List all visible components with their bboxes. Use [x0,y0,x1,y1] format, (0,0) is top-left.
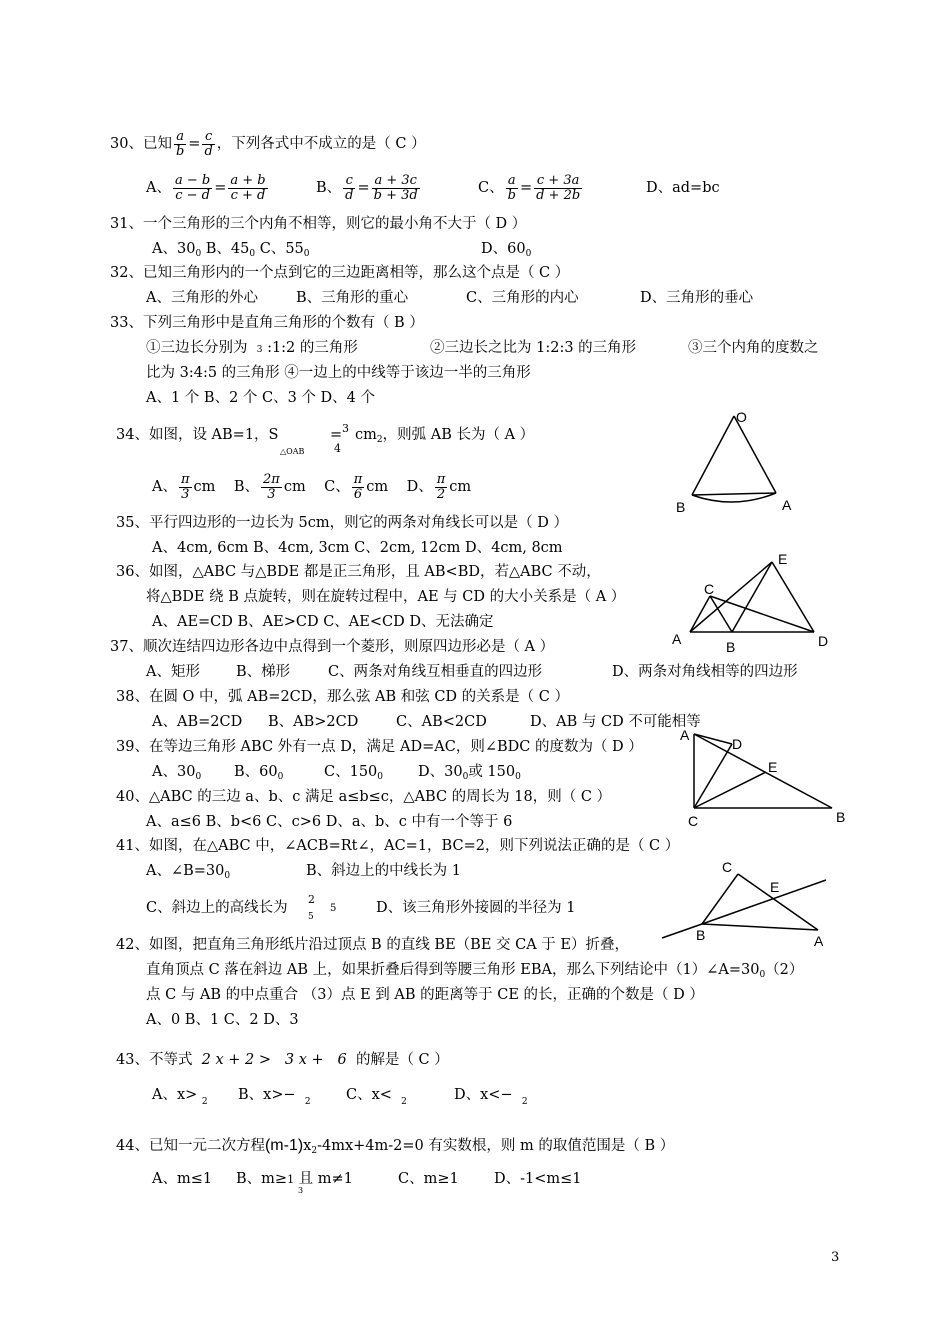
q42-options: A、0 B、1 C、2 D、3 [146,1012,299,1028]
q34-stem: 34、如图，设 AB=1，S [116,427,279,443]
q44-option-c: C、m≥1 [398,1171,459,1187]
q30-stem: 30、已知 $\frac{a}{b}$ = $\frac{c}{d}$ ，下列各式中不成立的是（ C ） [110,128,426,159]
q41-figure [658,854,838,950]
q43-stem: 43、不等式 2 x + 2 > 3 x + 6 的解是（ C ） [116,1052,449,1068]
q41-option-b: B、斜边上的中线长为 1 [306,863,461,879]
q34-options: A、 $\frac{\pi}{3}$ cm B、 $\frac{2\pi}{3}$ cm C、 $\frac{\pi}{6}$ cm D、 $\frac{\pi}{2}$ cm [152,471,472,502]
q30-option-c: C、 $\frac{a}{b}$ = $\frac{c + 3a}{d + 2b}$ [478,172,581,203]
q44-option-b: B、m≥1 且 m≠1 [236,1171,353,1187]
q39-label-d: D [732,736,743,752]
q44-option-d: D、-1<m≤1 [494,1171,582,1187]
q36-label-b: B [726,639,736,655]
q32-option-a: A、三角形的外心 [146,290,258,306]
q32-option-c: C、三角形的内心 [466,290,579,306]
q42-stem: 42、如图，把直角三角形纸片沿过顶点 B 的直线 BE（BE 交 CA 于 E）折叠， [116,937,629,953]
q31-stem: 31、一个三角形的三个内角不相等，则它的最小角不大于（ D ） [110,216,527,232]
q33-line1-b: ②三边长之比为 1:2:3 的三角形 [430,340,637,356]
q39-option-c: C、$150_0$ [324,764,384,782]
q32-stem: 32、已知三角形内的一个点到它的三边距离相等，那么这个点是（ C ） [110,265,570,281]
q33-stem: 33、下列三角形中是直角三角形的个数有（ B ） [110,315,424,331]
q41-label-e: E [770,879,780,895]
q36-figure [668,548,840,658]
q37-option-c: C、两条对角线互相垂直的四边形 [328,664,543,680]
q38-stem: 38、在圆 O 中，弧 AB=2CD，那么弦 AB 和弦 CD 的关系是（ C ） [116,689,569,705]
q32-option-d: D、三角形的垂心 [640,290,754,306]
q34-unit: $cm_2$，则弧 AB 长为（ A ） [355,427,535,445]
q34-eq: = [330,427,343,443]
q37-option-a: A、矩形 [146,664,200,680]
q30-option-a: A、 $\frac{a - b}{c - d}$ = $\frac{a + b}{c + d}$ [146,172,266,203]
q44-stem: 44、已知一元二次方程$(m-1)x_2-4mx+4m-2=0$ 有实数根，则 m 的取值范围是（ B ） [116,1137,675,1156]
q42-line3: 点 C 与 AB 的中点重合 （3）点 E 到 AB 的距离等于 CE 的长，正确的个数是（ D ） [146,987,704,1003]
q30-option-d: D、ad=bc [646,180,720,196]
q39-label-e: E [768,759,778,775]
q41-label-b: B [696,927,706,943]
q34-label-b: B [676,499,686,515]
q36-label-c: C [704,581,715,597]
q43-option-b: B、x>− $_2$ [238,1087,311,1107]
q39-stem: 39、在等边三角形 ABC 外有一点 D，满足 AD=AC，则∠BDC 的度数为（ D ） [116,739,643,755]
q33-line1: ①三边长分别为 3 :1:2 的三角形 [146,340,358,356]
q35-options: A、4cm, 6cm B、4cm, 3cm C、2cm, 12cm D、4cm, 8cm [152,540,563,556]
q33-options: A、1 个 B、2 个 C、3 个 D、4 个 [146,390,376,406]
page-number: 3 [831,1250,840,1265]
q38-option-b: B、AB>2CD [268,714,359,730]
q41-option-c-num: 2 [308,893,315,906]
q34-label-a: A [782,497,792,513]
q41-option-c-den: 5 [308,912,314,922]
q38-option-a: A、AB=2CD [152,714,243,730]
q41-stem: 41、如图，在△ABC 中，∠ACB=Rt∠，AC=1，BC=2，则下列说法正确的是（ C ） [116,838,680,854]
q38-option-d: D、AB 与 CD 不可能相等 [530,714,701,730]
q36-options: A、AE=CD B、AE>CD C、AE<CD D、无法确定 [152,614,494,630]
q39-label-a: A [680,727,690,743]
q34-subscript: △OAB [280,447,305,456]
q30-given-rhs: $\frac{c}{d}$ [204,128,213,159]
q34-label-o: O [736,409,747,425]
q33-line1-c: ③三个内角的度数之 [688,340,819,356]
q31-option-d: D、$60_0$ [481,241,532,259]
q43-option-a: A、x> $_2$ [152,1087,208,1107]
q39-option-b: B、$60_0$ [234,764,284,782]
q30-given-lhs: $\frac{a}{b}$ [175,128,185,159]
q36-label-e: E [778,551,788,567]
q40-options: A、a≤6 B、b<6 C、c>6 D、a、b、c 中有一个等于 6 [146,814,513,830]
q34-frac-num: 3 [342,422,349,435]
q39-option-d: D、$30_0$或 $150_0$ [418,764,521,782]
q38-option-c: C、AB<2CD [396,714,487,730]
q31-options: A、$30_0$ B、$45_0$ C、$55_0$ [152,241,310,259]
q30-option-b: B、 $\frac{c}{d}$ = $\frac{a + 3c}{b + 3d}$ [316,172,418,203]
q39-option-a: A、$30_0$ [152,764,202,782]
q39-figure [676,722,850,830]
q37-option-b: B、梯形 [236,664,291,680]
q41-option-d: D、该三角形外接圆的半径为 1 [376,900,576,916]
q44-option-a: A、m≤1 [152,1171,213,1187]
q42-line2: 直角顶点 C 落在斜边 AB 上，如果折叠后得到等腰三角形 EBA，那么下列结论中$(1)\angle A=30_0(2)$ [146,962,804,980]
q39-label-c: C [688,813,699,829]
q32-option-b: B、三角形的重心 [296,290,409,306]
q41-label-c: C [722,859,733,875]
q34-figure [668,404,798,516]
q35-stem: 35、平行四边形的一边长为 5cm，则它的两条对角线长可以是（ D ） [116,515,568,531]
q33-line2: 比为 3:4:5 的三角形 ④一边上的中线等于该边一半的三角形 [146,365,531,381]
q41-label-a: A [814,933,824,949]
q34-frac-den: 4 [334,442,341,455]
q36-label-d: D [818,633,829,649]
q43-option-d: D、x<− $_2$ [454,1087,528,1107]
q41-option-c-sqrt: 5 [330,903,337,914]
q36-label-a: A [672,631,682,647]
q37-stem: 37、顺次连结四边形各边中点得到一个菱形，则原四边形必是（ A ） [110,639,555,655]
q43-option-c: C、x< $_2$ [346,1087,407,1107]
q41-option-a: A、$\angle B=30_0$ [146,863,231,881]
q41-option-c: C、斜边上的高线长为 [146,900,288,916]
q44-option-b-den: 3 [298,1186,304,1195]
q36-line2: 将△BDE 绕 B 点旋转，则在旋转过程中，AE 与 CD 的大小关系是（ A ） [146,589,626,605]
q39-label-b: B [836,809,846,825]
q36-stem: 36、如图，△ABC 与△BDE 都是正三角形，且 AB<BD，若△ABC 不动， [116,564,601,580]
q40-stem: 40、△ABC 的三边 a、b、c 满足 a≤b≤c，△ABC 的周长为 18，则（ C ） [116,789,612,805]
q37-option-d: D、两条对角线相等的四边形 [612,664,798,680]
